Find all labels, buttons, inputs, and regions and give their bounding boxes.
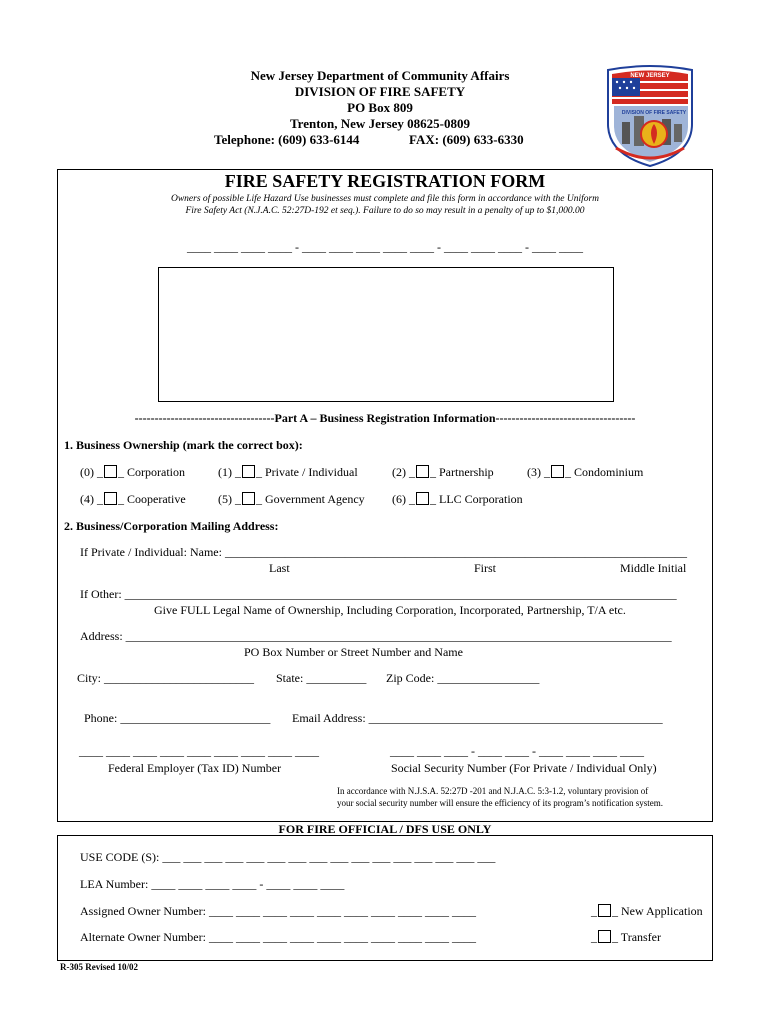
seal-text-top: NEW JERSEY <box>630 73 670 79</box>
mailing-address-label: 2. Business/Corporation Mailing Address: <box>64 519 279 533</box>
private-name-field[interactable]: If Private / Individual: Name: _____________________________________________________________________________ <box>80 545 687 559</box>
telephone: Telephone: (609) 633-6144 <box>214 132 360 147</box>
ownership-option-corporation[interactable] <box>80 465 185 480</box>
llc-checkbox[interactable] <box>416 492 429 505</box>
new-application-option[interactable] <box>591 904 703 919</box>
ssn-note-line2: your social security number will ensure the efficiency of its program’s notification system. <box>337 798 663 808</box>
phone-field[interactable]: Phone: _________________________ <box>84 711 271 725</box>
ssn-note-line1: In accordance with N.J.S.A. 52:27D -201 and N.J.A.C. 5:3-1.2, voluntary provision of <box>337 786 649 796</box>
middle-initial-caption: Middle Initial <box>620 561 687 575</box>
first-name-caption: First <box>474 561 497 575</box>
city-field[interactable]: City: _________________________ <box>77 671 255 685</box>
option-prefix: _ <box>591 930 597 944</box>
option-label: _ Corporation <box>118 465 185 479</box>
use-code-field[interactable]: USE CODE (S): ___ ___ ___ ___ ___ ___ ___ ___ ___ ___ ___ ___ ___ ___ ___ ___ <box>80 850 496 864</box>
email-field[interactable]: Email Address: _________________________________________________ <box>292 711 663 725</box>
other-name-field[interactable]: If Other: ____________________________________________________________________________________________ <box>80 587 677 601</box>
ssn-field[interactable]: ____ ____ ____ - ____ ____ - ____ ____ ____ ____ <box>390 744 644 758</box>
new-application-checkbox[interactable] <box>598 904 611 917</box>
private-checkbox[interactable] <box>242 465 255 478</box>
form-subtitle-line2: Fire Safety Act (N.J.A.C. 52:27D-192 et seq.). Failure to do so may result in a penalty of up to $1,000.00 <box>185 206 585 216</box>
fein-field[interactable]: ____ ____ ____ ____ ____ ____ ____ ____ ____ <box>79 744 319 758</box>
official-use-heading: FOR FIRE OFFICIAL / DFS USE ONLY <box>278 822 492 836</box>
alternate-owner-number-field[interactable]: Alternate Owner Number: ____ ____ ____ ____ ____ ____ ____ ____ ____ ____ <box>80 930 476 944</box>
ownership-option-condominium[interactable] <box>527 465 643 480</box>
fire-safety-seal-icon <box>604 64 696 168</box>
division-name: DIVISION OF FIRE SAFETY <box>294 84 466 99</box>
fax: FAX: (609) 633-6330 <box>409 132 524 147</box>
government-checkbox[interactable] <box>242 492 255 505</box>
option-label: _ Condominium <box>565 465 644 479</box>
ownership-option-cooperative[interactable] <box>80 492 186 507</box>
option-label: _ Cooperative <box>118 492 186 506</box>
po-box: PO Box 809 <box>347 100 413 115</box>
part-a-heading: -----------------------------------Part A – Business Registration Information----------------------------------- <box>134 411 636 425</box>
ownership-option-llc[interactable] <box>392 492 523 507</box>
lea-number-field[interactable]: LEA Number: ____ ____ ____ ____ - ____ ____ ____ <box>80 877 345 891</box>
option-label: _ Government Agency <box>256 492 365 506</box>
address-hint: PO Box Number or Street Number and Name <box>244 645 463 659</box>
revision-label: R-305 Revised 10/02 <box>60 962 138 972</box>
zip-code-field[interactable]: Zip Code: _________________ <box>386 671 540 685</box>
ownership-option-government[interactable] <box>218 492 365 507</box>
agency-name: New Jersey Department of Community Affairs <box>250 68 510 83</box>
option-label: _ LLC Corporation <box>430 492 523 506</box>
corporation-checkbox[interactable] <box>104 465 117 478</box>
option-code: (4) _ <box>80 492 103 506</box>
option-code: (6) _ <box>392 492 415 506</box>
form-title: FIRE SAFETY REGISTRATION FORM <box>224 171 546 191</box>
address-field[interactable]: Address: ___________________________________________________________________________________________ <box>80 629 672 643</box>
registration-number-field[interactable]: ____ ____ ____ ____ - ____ ____ ____ ____ ____ - ____ ____ ____ - ____ ____ <box>187 240 583 254</box>
transfer-checkbox[interactable] <box>598 930 611 943</box>
option-label: _ Partnership <box>430 465 494 479</box>
fein-caption: Federal Employer (Tax ID) Number <box>108 761 282 775</box>
seal-text-arc: DIVISION OF FIRE SAFETY <box>621 110 687 116</box>
option-prefix: _ <box>591 904 597 918</box>
registration-entry-box[interactable] <box>158 267 614 402</box>
cooperative-checkbox[interactable] <box>104 492 117 505</box>
condominium-checkbox[interactable] <box>551 465 564 478</box>
partnership-checkbox[interactable] <box>416 465 429 478</box>
option-code: (1) _ <box>218 465 241 479</box>
transfer-label: _ Transfer <box>612 930 662 944</box>
transfer-option[interactable] <box>591 930 661 945</box>
option-code: (0) _ <box>80 465 103 479</box>
option-label: _ Private / Individual <box>256 465 358 479</box>
full-name-hint: Give FULL Legal Name of Ownership, Including Corporation, Incorporated, Partnership, T/A etc. <box>154 603 626 617</box>
form-subtitle-line1: Owners of possible Life Hazard Use businesses must complete and file this form in accordance with the Uniform <box>170 194 600 204</box>
new-application-label: _ New Application <box>612 904 703 918</box>
last-name-caption: Last <box>269 561 290 575</box>
option-code: (2) _ <box>392 465 415 479</box>
option-code: (3) _ <box>527 465 550 479</box>
option-code: (5) _ <box>218 492 241 506</box>
ssn-caption: Social Security Number (For Private / Individual Only) <box>391 761 657 775</box>
ownership-option-private[interactable] <box>218 465 358 480</box>
state-field[interactable]: State: __________ <box>276 671 367 685</box>
ownership-label: 1. Business Ownership (mark the correct box): <box>64 438 303 452</box>
ownership-option-partnership[interactable] <box>392 465 494 480</box>
city-address: Trenton, New Jersey 08625-0809 <box>289 116 471 131</box>
assigned-owner-number-field[interactable]: Assigned Owner Number: ____ ____ ____ ____ ____ ____ ____ ____ ____ ____ <box>80 904 476 918</box>
